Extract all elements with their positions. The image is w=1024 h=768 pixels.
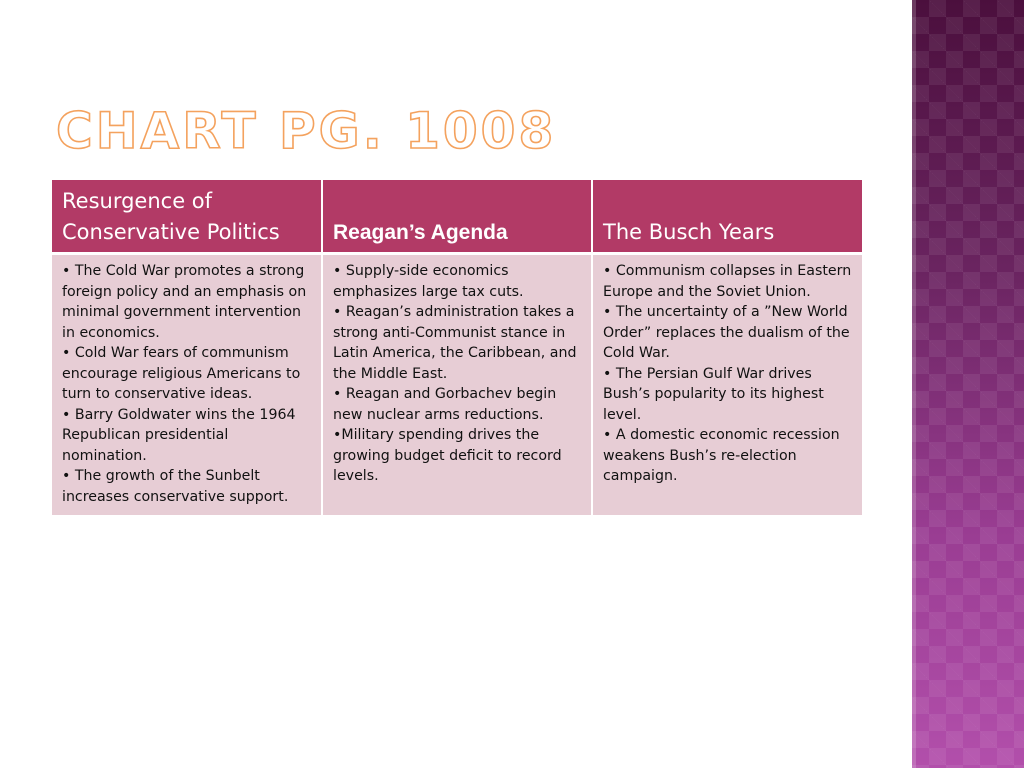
table-row	[52, 254, 862, 516]
bullet-item: • The growth of the Sunbelt increases conservative support.	[62, 468, 289, 505]
bullet-item: • A domestic economic recession weakens Bush’s re-election campaign.	[603, 427, 840, 484]
header-reagan-agenda: Reagan’s Agenda	[322, 180, 592, 254]
slide-title: CHART PG. 1008	[56, 102, 557, 160]
bullet-item: • Barry Goldwater wins the 1964 Republican presidential nomination.	[62, 406, 296, 464]
bullet-item: • Reagan and Gorbachev begin new nuclear arms reductions.	[333, 386, 557, 423]
cell-reagan-agenda	[322, 254, 592, 516]
bullet-item: • Reagan’s administration takes a strong anti-Communist stance in Latin America, the Caribbean, and the Middle East.	[333, 304, 577, 382]
cell-busch-years	[592, 254, 862, 516]
bullet-item: • Cold War fears of communism encourage religious Americans to turn to conservative ideas.	[62, 345, 301, 402]
bullet-item: • Communism collapses in Eastern Europe and the Soviet Union.	[603, 263, 852, 300]
bullet-item: • Supply-side economics emphasizes large tax cuts.	[333, 263, 524, 300]
header-busch-years: The Busch Years	[592, 180, 862, 254]
chart-table	[52, 180, 862, 515]
header-conservative-politics: Resurgence of Conservative Politics	[52, 180, 322, 254]
bullet-item: • The uncertainty of a ”New World Order” replaces the dualism of the Cold War.	[603, 304, 850, 361]
cell-conservative-politics	[52, 254, 322, 516]
decorative-side-band	[912, 0, 1024, 768]
bullet-item: • The Persian Gulf War drives Bush’s popularity to its highest level.	[603, 365, 824, 423]
table-header-row	[52, 180, 862, 254]
bullet-item: •Military spending drives the growing budget deficit to record levels.	[333, 427, 562, 484]
bullet-item: • The Cold War promotes a strong foreign policy and an emphasis on minimal government intervention in economics.	[62, 263, 307, 341]
